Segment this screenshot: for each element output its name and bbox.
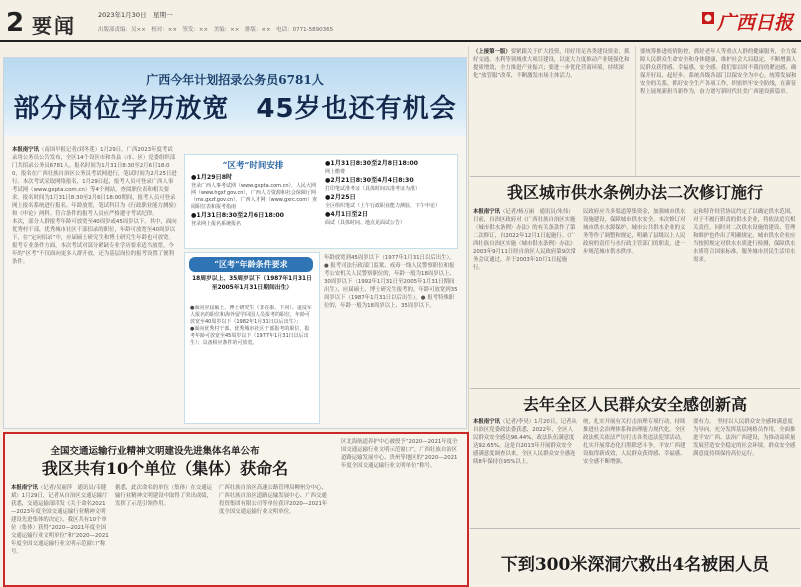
schedule-date-5: ●2月25日 xyxy=(325,194,356,201)
bl-text-1: 1月29日，记者从自治区交通运输厅获悉，交通运输部印发《关于命名2021—2023年度全国交通运输行业精神文明建设先进集体的决定》，我区共有10个单位（集体）获得“2020—2021年度全国交通运输行业文明单位”和“2020—2021年度全国交通运输行业文明示范窗口”称号。 xyxy=(11,493,109,555)
main-col1-text-b: 本次，部分人群报考年龄可放宽至40周岁或45周岁以下。其中，面向优秀村干部，优秀城市社区干部招录的职位，年龄可放宽至40周岁以下，在“定向招录”中，应届硕士研究生和博士研究生年龄也可放宽。报考专业条件方面，本次考试对部分紧缺专业学历要求适当放宽。今年的“区考”不仅面向更多人群开放，还为基层岗位的报考设置了便利条件。 xyxy=(12,219,177,265)
section-title: 要闻 xyxy=(32,14,76,38)
header-rule xyxy=(0,40,801,42)
section-rule xyxy=(470,388,800,389)
bl-col-1 xyxy=(11,484,109,580)
bl-lead: 本报南宁讯 xyxy=(11,485,38,491)
age-item-1: ●面向应届硕士、博士研究生（非在职、下同）、退役军人报名的职位和海外留学回国人员报考的职位，年龄可放宽至40周岁以下（1982年1月31日以后出生）； xyxy=(190,305,312,325)
section-rule xyxy=(470,176,800,177)
newspaper-logo-icon xyxy=(701,11,715,25)
safety-source: （记者/李昊） xyxy=(499,419,535,425)
bl-text-4: 区北海航道养护中心被授予“2020—2021年度全国交通运输行业文明示范窗口”，广西壮族自治区道路运输发展中心、贵州等地区的“2020—2021年度全国交通运输行业文明单位”称号。 xyxy=(341,439,458,469)
schedule-left xyxy=(191,173,319,228)
water-lead: 本报南宁讯 xyxy=(473,209,500,215)
water-text-3: 定和特许经营协议约定了以确定供水范围，对于不履行职责的供水企业，将依法追究相关责任。同时对二次供水设施的建设、管理和维护也作出了明确规定，城市供水企业应当按照规定对供水水质进行检测，保障供水水质符合国家标准，服务城市居民生活用水需求。 xyxy=(693,209,796,263)
bl-headline: 我区共有10个单位（集体）获命名 xyxy=(41,459,289,478)
section-rule xyxy=(470,528,800,529)
bl-text-3: 据悉，此次命名的单位（集体）在交通运输行业精神文明建设中取得了突出成绩，发挥了示范引领作用。 xyxy=(115,485,213,507)
schedule-date-2: ●1月31日8:30至2月6日18:00 xyxy=(191,212,284,219)
age-box xyxy=(184,252,320,424)
main-col1-text: 1月29日，广西2023年度考试录用公务员公告发布，全区14个设区市和各县（市、区）党委组织部门共招录公务员6781人。报名时间为1月31日8:30至2月6日18:00，报名在广西壮族自治区公务员考试网进行，笔试时间为2月25日进行。本次考试采取网络报名，1月29日起，报考人员可登录广西人事考试网（www.gxpta.com.cn）等4个网站，查阅职位表和相关要求。报名时间为1月31日8:30至2月6日18:00期间，报考人员可登录网上报名系统进行报名。年龄放宽，笔试科目为《行政职业能力测验》和《申论》两科。符合条件的报考人员应严格遵守考试纪律。 xyxy=(12,147,177,217)
schedule-desc-5: 全区组织笔试（上午行政职业能力测验，下午申论） xyxy=(325,203,441,209)
schedule-date-1: ●1月29日8时 xyxy=(191,174,233,181)
issue-date: 2023年1月30日 星期一 xyxy=(98,11,173,19)
water-headline: 我区城市供水条例办法二次修订施行 xyxy=(506,183,763,202)
schedule-desc-6: 面试（具体时间、地点见面试公告） xyxy=(325,220,406,226)
bl-source: （记者/吴丽萍 通讯员/韦健斌） xyxy=(11,485,107,499)
age-box-title: “区考”年龄条件要求 xyxy=(189,257,313,272)
age-item-2: ●面向优秀村干部、优秀城市社区干部报考的职位，报考年龄可放宽至45周岁以下（1977年1月31日以后出生）；具备相应条件的可放宽。 xyxy=(190,326,310,346)
page-header xyxy=(0,0,801,40)
continued-body-b: 要统筹推进疫情防控，抓好老年人等重点人群的健康服务，全力保障人民群众生命安全和身体健康，维护社会大局稳定，不断增强人民群众获得感、幸福感、安全感。我们要以时不我待的紧迫感，确保开好局、起好步。 xyxy=(640,49,797,79)
schedule-date-3: ●1月31日8:30至2月8日18:00 xyxy=(325,160,418,167)
schedule-desc-3: 网上缴费 xyxy=(325,169,346,175)
main-kicker: 广西今年计划招录公务员6781人 xyxy=(146,73,324,87)
schedule-box xyxy=(184,154,458,249)
paper-name: 广西日报 xyxy=(716,12,793,34)
age-box-items xyxy=(190,305,314,419)
safety-headline: 去年全区人民群众安全感创新高 xyxy=(522,395,747,414)
schedule-desc-1: 登录广西人事考试网（www.gxpta.com.cn），人民大网网（www.hgxf gov.cn），广西人力资源和社会保障厅网（ms.gxzf.gov.cn），广西人才网（www.gxrc.com）查阅职位表和报考指南 xyxy=(191,183,318,210)
continued-body-a: 要紧跟关于扩大投资，用好用足各类建设资金，抓好交通、水利等领域重大项目建设，以更大力度推动产业链强化和提质增效，全力推进产业振兴；要进一步优化营商环境，持续深化“放管服”改革，不断激发市场主体活力。 xyxy=(473,49,630,79)
schedule-desc-4: 打印笔试准考证（具体时间以准考证为准） xyxy=(325,186,421,192)
rescue-headline: 下到300米深洞穴救出4名被困人员 xyxy=(500,555,770,575)
byline-lead: 本报南宁讯 xyxy=(12,147,39,153)
continued-body-c: 系统各级各部门以保安全为中心，统筹发展和安全的关系，抓好安全生产各项工作，织密织牢安全防线，在新征程上展现新担当新作为，奋力谱写新时代壮美广西建设新篇章。 xyxy=(640,73,797,95)
safety-text-3: 要有力。 坚持以人民群众安全感和满意度为导向，充分发挥基层网格员作用，全面推进平安广西、法治广西建设，为推动高质量发展营造安全稳定的社会环境，群众安全感满意度持续保持高位运行。 xyxy=(693,419,796,457)
page-number: 2 xyxy=(6,8,25,38)
bl-subtitle: 全国交通运输行业精神文明建设先进集体名单公布 xyxy=(50,446,260,457)
age-box-lead: 18周岁以上、35周岁以下（1987年1月31日至2005年1月31日期间出生） xyxy=(192,276,312,291)
continued-text-a xyxy=(473,48,631,174)
safety-text-1: 1月20日，记者从自治区党委政法委获悉，2022年，全区人民群众安全感达96.44%，政法队伍满意度达92.65%。这是自2013年开展群众安全感满意度调查以来，全区人民群众安全感连续8年保持在95%以上。 xyxy=(473,419,577,465)
col-divider xyxy=(635,46,636,176)
schedule-date-6: ●4月1日至2日 xyxy=(325,211,369,218)
bl-text-2: 广西壮族自治区高速公路管理局柳州分中心、广西壮族自治区道路运输发展中心、广西交通投资集团有限公司等单位获评2020—2021年度全国交通运输行业文明单位。 xyxy=(219,485,328,515)
schedule-desc-2: 登录网上报名系统报名 xyxy=(191,221,242,227)
continued-text-b xyxy=(640,48,798,174)
continued-label: （上接第一版） xyxy=(473,49,511,55)
water-text-1: 日前，自治区政府对《广西壮族自治区实施〈城市供水条例〉办法》的有关条款作了第二次修订，自2022年12月1日起施行。《广西壮族自治区实施〈城市供水条例〉办法》2003年9月11日经自治区人民政府第9次常务会议通过，并于2003年10月1日起施行。 xyxy=(473,217,576,271)
main-col3-text: 年龄放宽到45周岁以下（1977年1月31日以后出生）。● 报考司法行政部门监狱、戒毒一线人民警察职位和报考公安机关人民警察职位的，年龄一般为18周岁以上、30周岁以下（1992年1月31日至2005年1月31日期间出生），应届硕士、博士研究生报考的，年龄可放宽到35周岁以下（1987年1月31日以后出生）。● 报考特殊职位的，年龄一般为18周岁以上、35周岁以下。 xyxy=(324,255,458,309)
main-headline: 部分岗位学历放宽 45岁也还有机会 xyxy=(13,94,457,124)
main-col-1 xyxy=(12,146,177,422)
main-story xyxy=(3,57,467,429)
schedule-title: “区考”时间安排 xyxy=(222,161,284,171)
schedule-right xyxy=(325,159,453,227)
staff-line: 出版部责编：吴×× 校对：×× 签发：×× 美编：×× 排版：×× 电话：0771-5890365 xyxy=(98,27,334,33)
water-col-1 xyxy=(473,208,577,384)
water-text-2: 民政府应当多渠道筹集资金，加强城市供水设施建设，保障城市供水安全。本次修订对城市供水水源保护、城市公共供水企业的义务等作了调整和规定，明确了县级以上人民政府的责任与水行政主管部门的职责，进一步规范城市供水秩序。 xyxy=(583,209,686,255)
safety-lead: 本报南宁讯 xyxy=(473,419,500,425)
byline-source: （南国早报记者/刘冬莲） xyxy=(38,147,101,153)
bl-col-2 xyxy=(115,484,213,580)
water-source: （记者/杨万丽 通讯员/朱伟） xyxy=(499,209,574,215)
safety-text-2: 统，扎实开展有关打击治理专项行动，持续推进社会治理体系和治理能力现代化。全区政法机关依法严厉打击各类违法犯罪活动，扎实开展常态化扫黑除恶斗争，平安广西建设取得新成效，人民群众获得感、幸福感、安全感不断增强。 xyxy=(583,419,686,465)
schedule-date-4: ●2月21日8:30至4月4日8:30 xyxy=(325,177,414,184)
safety-col-1 xyxy=(473,418,577,522)
bottom-left-story xyxy=(3,432,469,587)
